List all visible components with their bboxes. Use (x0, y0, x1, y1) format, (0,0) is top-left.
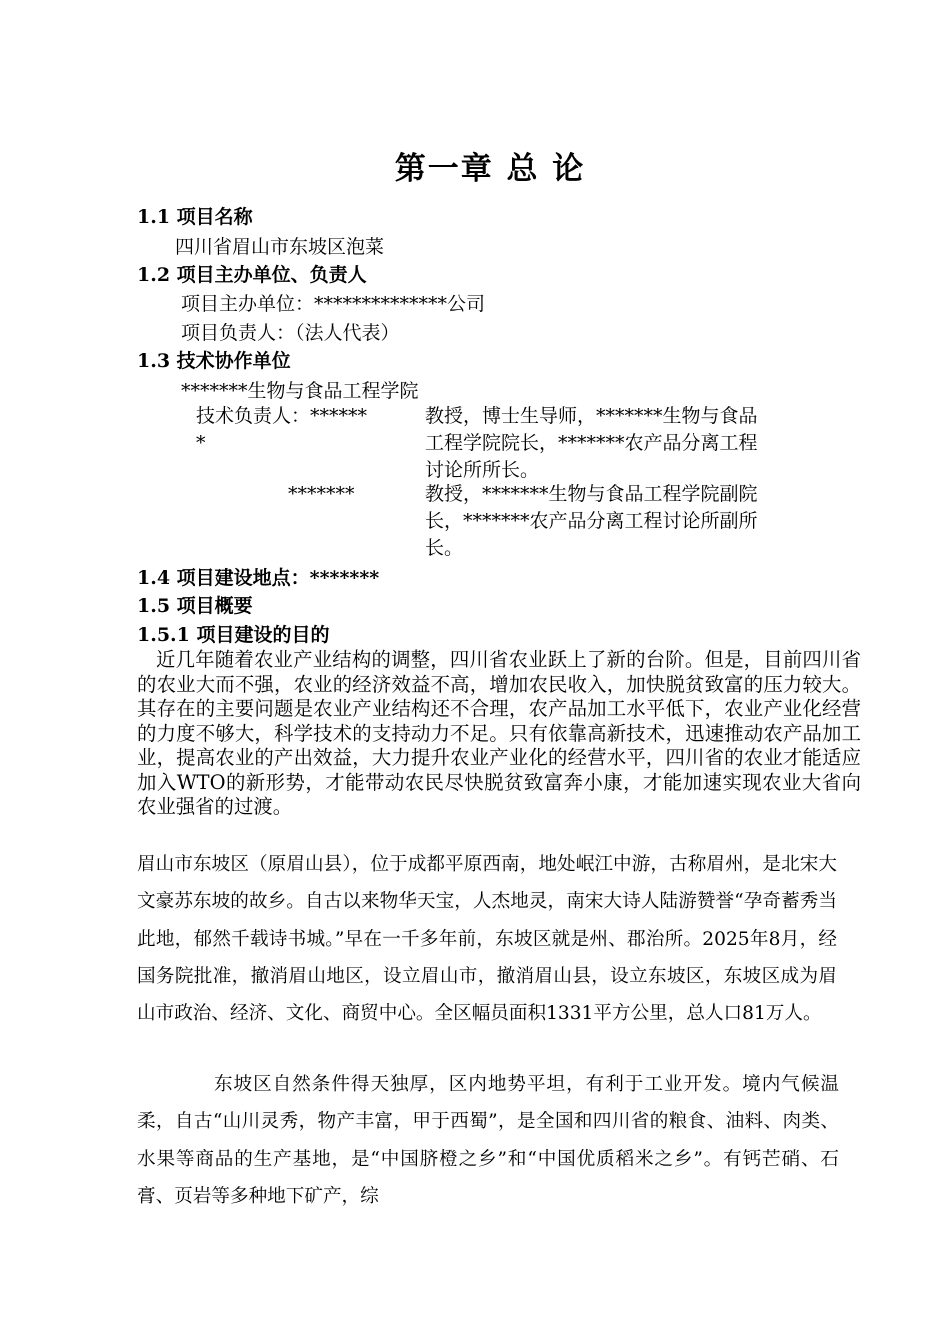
section-1-5-heading: 1.5 项目概要 (137, 595, 253, 617)
section-1-5-1-heading: 1.5.1 项目建设的目的 (137, 624, 330, 646)
tech-lead-desc-line3: 讨论所所长。 (425, 459, 540, 481)
section-1-1-heading: 1.1 项目名称 (137, 206, 253, 228)
project-name: 四川省眉山市东坡区泡菜 (175, 236, 385, 258)
tech-lead-label-line2: * (196, 432, 206, 454)
dongpo-intro-paragraph: 眉山市东坡区（原眉山县），位于成都平原西南，地处岷江中游，古称眉州，是北宋大文豪苏东坡的故乡。自古以来物华天宝，人杰地灵，南宋大诗人陆游赞誉“孕奇蓄秀当此地，郁然千载诗书城。”早在一千多年前，东坡区就是州、郡治所。2025年8月，经国务院批准，撤消眉山地区，设立眉山市，撤消眉山县，设立东坡区，东坡区成为眉山市政治、经济、文化、商贸中心。全区幅员面积1331平方公里，总人口81万人。 (137, 854, 837, 1025)
tech-lead-description (425, 403, 845, 484)
tech-lead-label (196, 403, 416, 457)
tech-lead-desc-line1: 教授，博士生导师，*******生物与食品 (425, 405, 758, 427)
section-1-2-heading: 1.2 项目主办单位、负责人 (137, 264, 367, 286)
host-unit: 项目主办单位：**************公司 (181, 293, 486, 315)
purpose-paragraph: 近几年随着农业产业结构的调整，四川省农业跃上了新的台阶。但是，目前四川省的农业大而不强，农业的经济效益不高，增加农民收入，加快脱贫致富的压力较大。其存在的主要问题是农业产业结构还不合理，农产品加工水平低下，农业产业化经营的力度不够大，科学技术的支持动力不足。只有依靠高新技术，迅速推动农产品加工业，提高农业的产出效益，大力提升农业产业化的经营水平，四川省的农业才能适应加入WTO的新形势，才能带动农民尽快脱贫致富奔小康，才能加速实现农业大省向农业强省的过渡。 (137, 648, 861, 818)
tech-lead-desc-line2: 工程学院院长，*******农产品分离工程 (425, 432, 758, 454)
second-desc-line1: 教授，*******生物与食品工程学院副院 (425, 483, 758, 505)
tech-lead-label-line1: 技术负责人：****** (196, 405, 368, 427)
section-1-4-heading: 1.4 项目建设地点：******* (137, 567, 380, 589)
chapter-title: 第一章 总 论 (394, 151, 586, 187)
dongpo-nature-paragraph: 东坡区自然条件得天独厚，区内地势平坦，有利于工业开发。境内气候温柔，自古“山川灵秀，物产丰富，甲于西蜀”，是全国和四川省的粮食、油料、肉类、水果等商品的生产基地，是“中国脐橙之乡”和“中国优质稻米之乡”。有钙芒硝、石膏、页岩等多种地下矿产，综 (137, 1074, 839, 1207)
project-leader: 项目负责人：（法人代表） (181, 322, 400, 344)
second-person: ******* (288, 483, 355, 505)
second-desc-line3: 长。 (425, 537, 464, 559)
second-desc-line2: 长，*******农产品分离工程讨论所副所 (425, 510, 758, 532)
section-1-3-heading: 1.3 技术协作单位 (137, 350, 291, 372)
cooperation-unit: *******生物与食品工程学院 (181, 380, 419, 402)
second-person-description (425, 481, 845, 562)
